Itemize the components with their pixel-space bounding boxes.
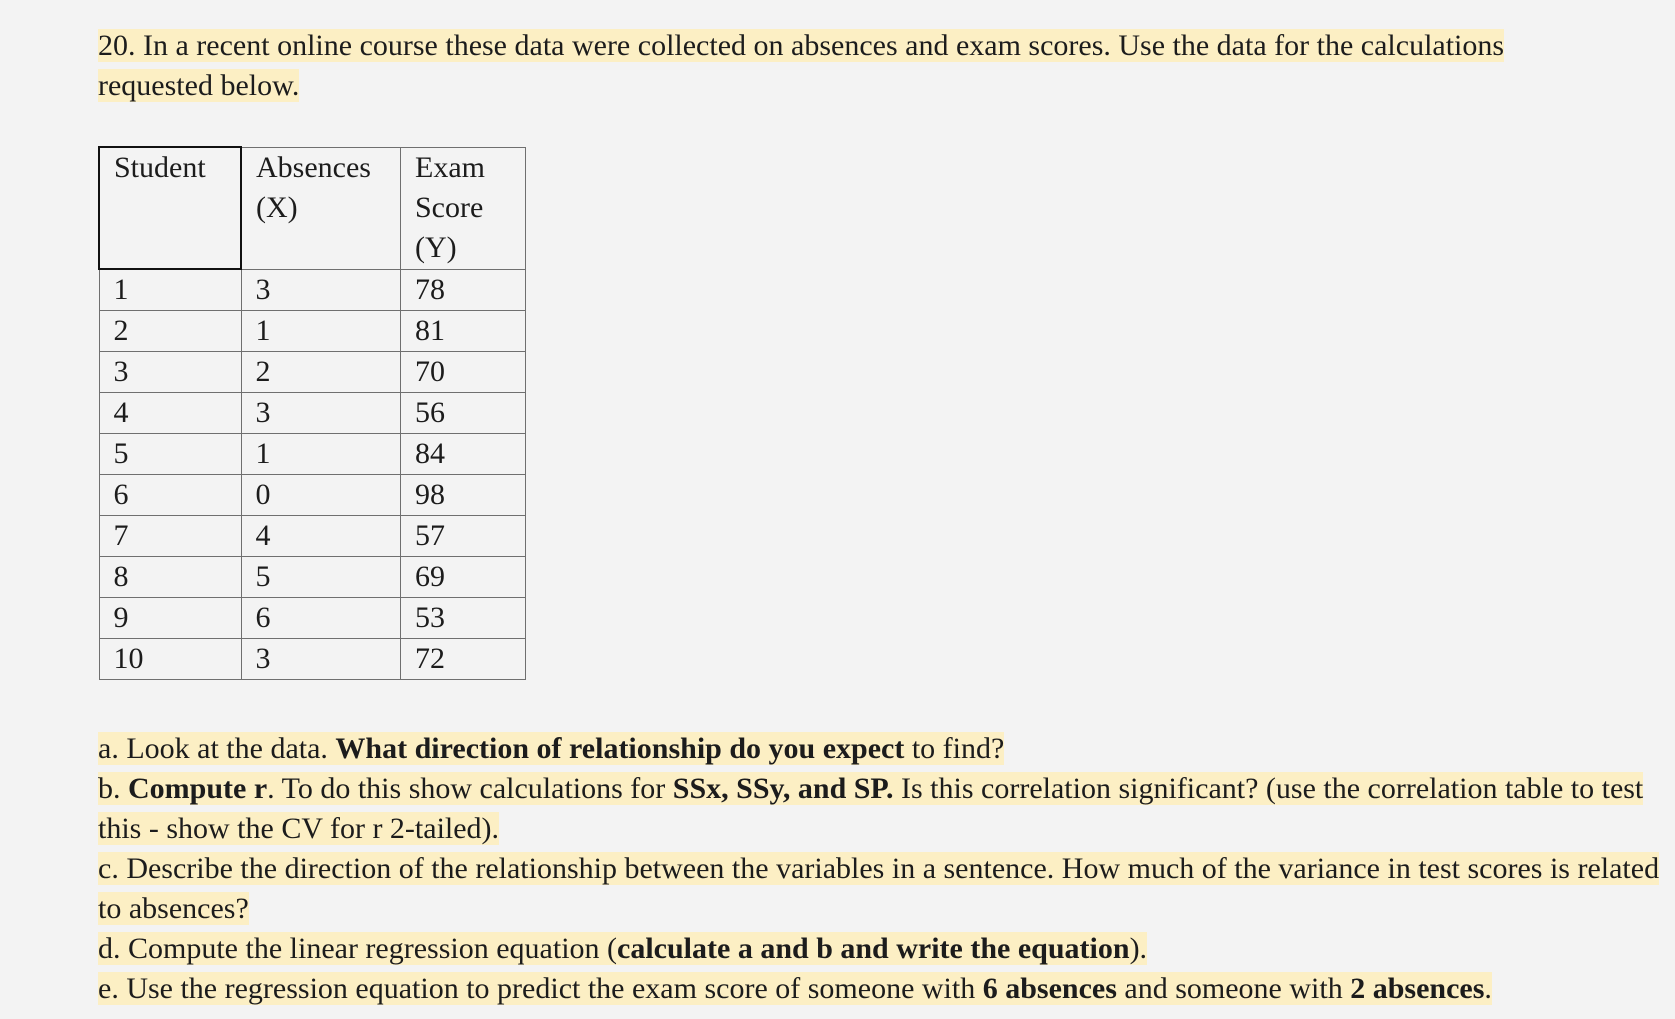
cell-absences: 6	[241, 598, 401, 639]
question-b	[98, 769, 1675, 849]
question-b-pre: b.	[98, 772, 128, 805]
cell-student: 4	[99, 393, 241, 434]
question-e-bold-1: 6 absences	[982, 972, 1117, 1005]
question-d	[98, 929, 1675, 969]
cell-student: 6	[99, 475, 241, 516]
header-absences: Absences (X)	[241, 147, 401, 269]
cell-absences: 4	[241, 516, 401, 557]
table-header-row	[99, 147, 526, 269]
cell-exam-score: 57	[401, 516, 526, 557]
question-c	[98, 849, 1675, 929]
question-b-mid: . To do this show calculations for	[267, 772, 673, 805]
cell-student: 8	[99, 557, 241, 598]
header-exam-score: Exam Score (Y)	[401, 147, 526, 269]
cell-exam-score: 84	[401, 434, 526, 475]
cell-exam-score: 70	[401, 352, 526, 393]
intro-paragraph	[98, 26, 1618, 106]
table-row	[99, 311, 526, 352]
question-c-text: c. Describe the direction of the relationship between the variables in a sentence. How much of the variance in test scores is related to absences?	[98, 852, 1660, 925]
table-row	[99, 475, 526, 516]
question-e	[98, 969, 1675, 1009]
cell-absences: 0	[241, 475, 401, 516]
cell-absences: 3	[241, 393, 401, 434]
question-d-post: ).	[1129, 932, 1148, 965]
question-a	[98, 729, 1675, 769]
cell-exam-score: 56	[401, 393, 526, 434]
cell-student: 10	[99, 639, 241, 680]
question-e-bold-2: 2 absences	[1350, 972, 1485, 1005]
data-table	[98, 146, 526, 680]
questions-list	[98, 729, 1675, 1009]
table-row	[99, 557, 526, 598]
cell-student: 9	[99, 598, 241, 639]
table-row	[99, 269, 526, 311]
cell-student: 2	[99, 311, 241, 352]
cell-absences: 3	[241, 269, 401, 311]
question-d-pre: d. Compute the linear regression equation (	[98, 932, 618, 965]
cell-exam-score: 53	[401, 598, 526, 639]
question-b-bold-2: SSx, SSy, and SP.	[672, 772, 894, 805]
question-b-post: Is this correlation significant? (use the correlation table to test this - show the CV for r 2-tailed).	[98, 772, 1644, 845]
cell-student: 5	[99, 434, 241, 475]
cell-exam-score: 78	[401, 269, 526, 311]
cell-student: 3	[99, 352, 241, 393]
cell-exam-score: 69	[401, 557, 526, 598]
cell-student: 7	[99, 516, 241, 557]
header-student: Student	[99, 147, 241, 269]
cell-exam-score: 72	[401, 639, 526, 680]
table-row	[99, 352, 526, 393]
cell-absences: 1	[241, 434, 401, 475]
table-row	[99, 598, 526, 639]
cell-exam-score: 98	[401, 475, 526, 516]
question-a-bold: What direction of relationship do you expect	[335, 732, 905, 765]
table-row	[99, 393, 526, 434]
cell-absences: 2	[241, 352, 401, 393]
question-b-bold-1: Compute r	[128, 772, 268, 805]
cell-absences: 5	[241, 557, 401, 598]
question-e-post: .	[1484, 972, 1492, 1005]
table-row	[99, 639, 526, 680]
question-e-pre: e. Use the regression equation to predict the exam score of someone with	[98, 972, 983, 1005]
table-row	[99, 434, 526, 475]
question-e-mid: and someone with	[1116, 972, 1351, 1005]
cell-exam-score: 81	[401, 311, 526, 352]
question-a-post: to find?	[904, 732, 1005, 765]
cell-absences: 3	[241, 639, 401, 680]
question-a-pre: a. Look at the data.	[98, 732, 336, 765]
cell-absences: 1	[241, 311, 401, 352]
intro-text: 20. In a recent online course these data were collected on absences and exam scores. Use the data for the calculations requested below.	[98, 29, 1505, 102]
question-d-bold: calculate a and b and write the equation	[617, 932, 1130, 965]
table-row	[99, 516, 526, 557]
cell-student: 1	[99, 269, 241, 311]
